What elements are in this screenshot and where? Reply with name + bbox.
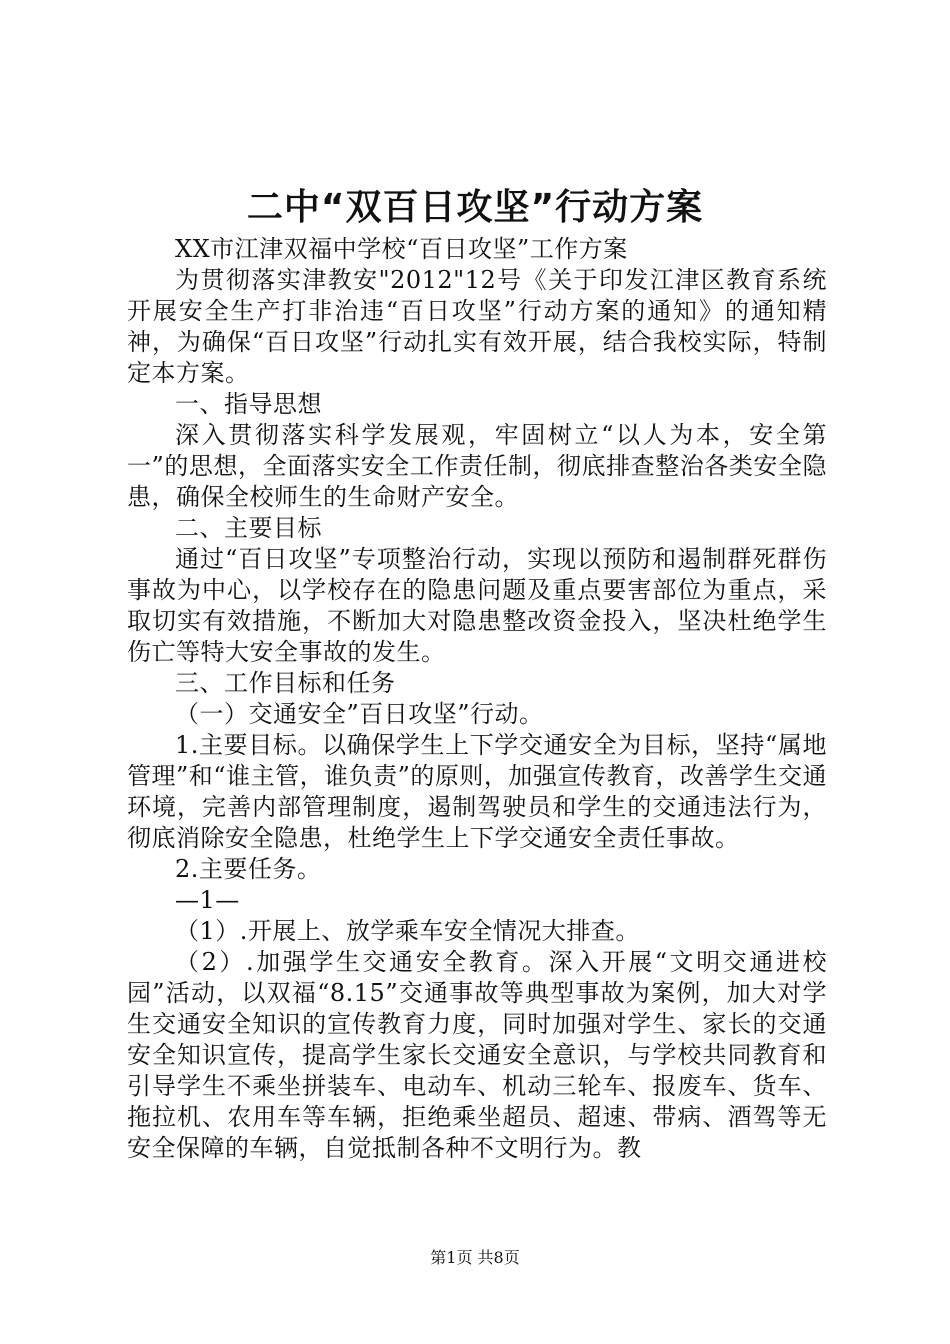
paragraph-guiding-thought: 深入贯彻落实科学发展观，牢固树立“以人为本，安全第一”的思想，全面落实安全工作责任制，彻底排查整治各类安全隐患，确保全校师生的生命财产安全。 xyxy=(127,421,827,511)
subheading-main-tasks: 2.主要任务。 xyxy=(175,855,322,883)
page-footer: 第1页 共8页 xyxy=(430,1248,520,1267)
document-body xyxy=(127,234,827,1164)
inline-page-marker: —1— xyxy=(175,886,240,914)
heading-main-goals: 二、主要目标 xyxy=(175,514,322,542)
list-item-2: （2）.加强学生交通安全教育。深入开展“文明交通进校园”活动，以双福“8.15”交通事故等典型事故为案例，加大对学生交通安全知识的宣传教育力度，同时加强对学生、家长的交通安全知识宣传，提高学生家长交通安全意识，与学校共同教育和引导学生不乘坐拼装车、电动车、机动三轮车、报废车、货车、拖拉机、农用车等车辆，拒绝乘坐超员、超速、带病、酒驾等无安全保障的车辆，自觉抵制各种不文明行为。教 xyxy=(127,948,827,1162)
heading-work-goals-tasks: 三、工作目标和任务 xyxy=(175,669,396,697)
list-item-1: （1）.开展上、放学乘车安全情况大排查。 xyxy=(175,917,640,945)
subheading-traffic-safety: （一）交通安全”百日攻坚”行动。 xyxy=(175,700,544,728)
document-title: 二中“双百日攻坚”行动方案 xyxy=(246,187,704,228)
paragraph-intro: 为贯彻落实津教安"2012"12号《关于印发江津区教育系统开展安全生产打非治违“百日攻坚”行动方案的通知》的通知精神，为确保“百日攻坚”行动扎实有效开展，结合我校实际，特制定本方案。 xyxy=(127,266,827,387)
heading-guiding-thought: 一、指导思想 xyxy=(175,390,322,418)
paragraph-traffic-main-goal: 1.主要目标。以确保学生上下学交通安全为目标，坚持“属地管理”和“谁主管，谁负责”的原则，加强宣传教育，改善学生交通环境，完善内部管理制度，遏制驾驶员和学生的交通违法行为，彻底消除安全隐患，杜绝学生上下学交通安全责任事故。 xyxy=(127,731,827,852)
paragraph-school-plan-title: XX市江津双福中学校“百日攻坚”工作方案 xyxy=(175,235,628,263)
paragraph-main-goals: 通过“百日攻坚”专项整治行动，实现以预防和遏制群死群伤事故为中心，以学校存在的隐患问题及重点要害部位为重点，采取切实有效措施，不断加大对隐患整改资金投入，坚决杜绝学生伤亡等特大安全事故的发生。 xyxy=(127,545,827,666)
